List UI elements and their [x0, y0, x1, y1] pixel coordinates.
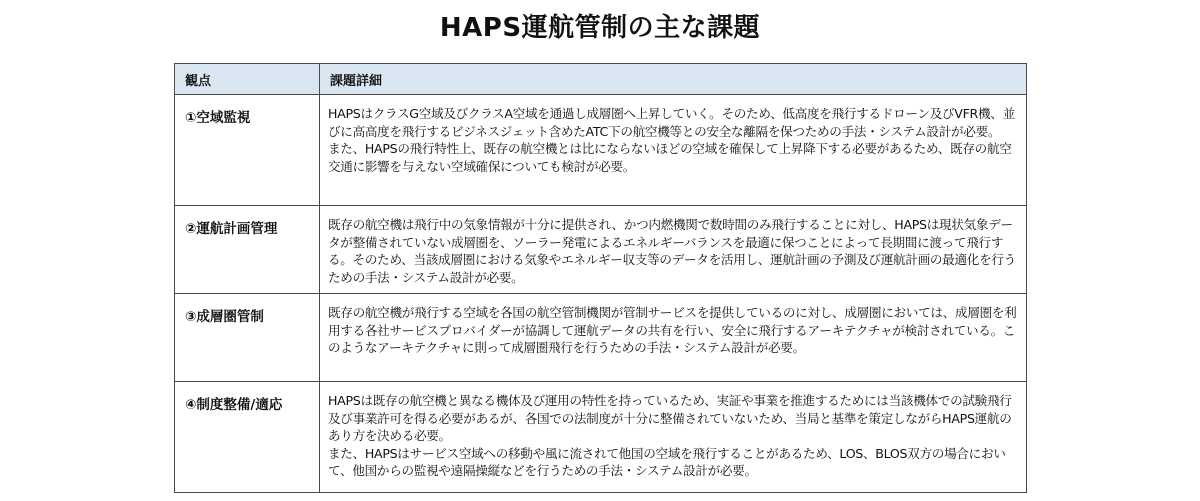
table-header-row [175, 64, 1027, 95]
table-row [175, 95, 1027, 206]
table-row [175, 294, 1027, 382]
aspect-cell: ②運航計画管理 [175, 206, 320, 294]
detail-cell [320, 294, 1027, 382]
detail-paragraph: 既存の航空機が飛行する空域を各国の航空管制機関が管制サービスを提供しているのに対し、成層圏においては、成層圏を利用する各社サービスプロバイダーが協調して運航データの共有を行い、安全に飛行するアーキテクチャが検討されている。このようなアーキテクチャに則って成層圏飛行を行うための手法・システム設計が必要。 [328, 305, 1017, 355]
aspect-cell: ④制度整備/適応 [175, 382, 320, 493]
aspect-cell: ③成層圏管制 [175, 294, 320, 382]
detail-paragraph: HAPSは既存の航空機と異なる機体及び運用の特性を持っているため、実証や事業を推進するためには当該機体での試験飛行及び事業許可を得る必要があるが、各国での法制度が十分に整備されていないため、当局と基準を策定しながらHAPS運航のあり方を決める必要。 [328, 393, 1012, 443]
issues-table [174, 63, 1027, 493]
detail-cell [320, 95, 1027, 206]
detail-paragraph: 既存の航空機は飛行中の気象情報が十分に提供され、かつ内燃機関で数時間のみ飛行することに対し、HAPSは現状気象データが整備されていない成層圏を、ソーラー発電によるエネルギーバランスを最適に保つことによって長期間に渡って飛行する。そのため、当該成層圏における気象やエネルギー収支等のデータを活用し、運航計画の予測及び運航計画の最適化を行うための手法・システム設計が必要。 [328, 217, 1016, 285]
detail-cell [320, 382, 1027, 493]
table-row [175, 206, 1027, 294]
detail-cell [320, 206, 1027, 294]
detail-paragraph: HAPSはクラスG空域及びクラスA空域を通過し成層圏へ上昇していく。そのため、低高度を飛行するドローン及びVFR機、並びに高高度を飛行するビジネスジェット含めたATC下の航空機等との安全な離隔を保つための手法・システム設計が必要。 [328, 106, 1015, 139]
header-detail: 課題詳細 [320, 64, 1027, 95]
aspect-cell: ①空域監視 [175, 95, 320, 206]
table-row [175, 382, 1027, 493]
detail-paragraph: また、HAPSの飛行特性上、既存の航空機とは比にならないほどの空域を確保して上昇降下する必要があるため、既存の航空交通に影響を与えない空域確保についても検討が必要。 [328, 141, 1012, 174]
header-aspect: 観点 [175, 64, 320, 95]
detail-paragraph: また、HAPSはサービス空域への移動や風に流されて他国の空域を飛行することがあるため、LOS、BLOS双方の場合において、他国からの監視や遠隔操縦などを行うための手法・システム設計が必要。 [328, 445, 1006, 478]
page-title: HAPS運航管制の主な課題 [439, 13, 761, 43]
